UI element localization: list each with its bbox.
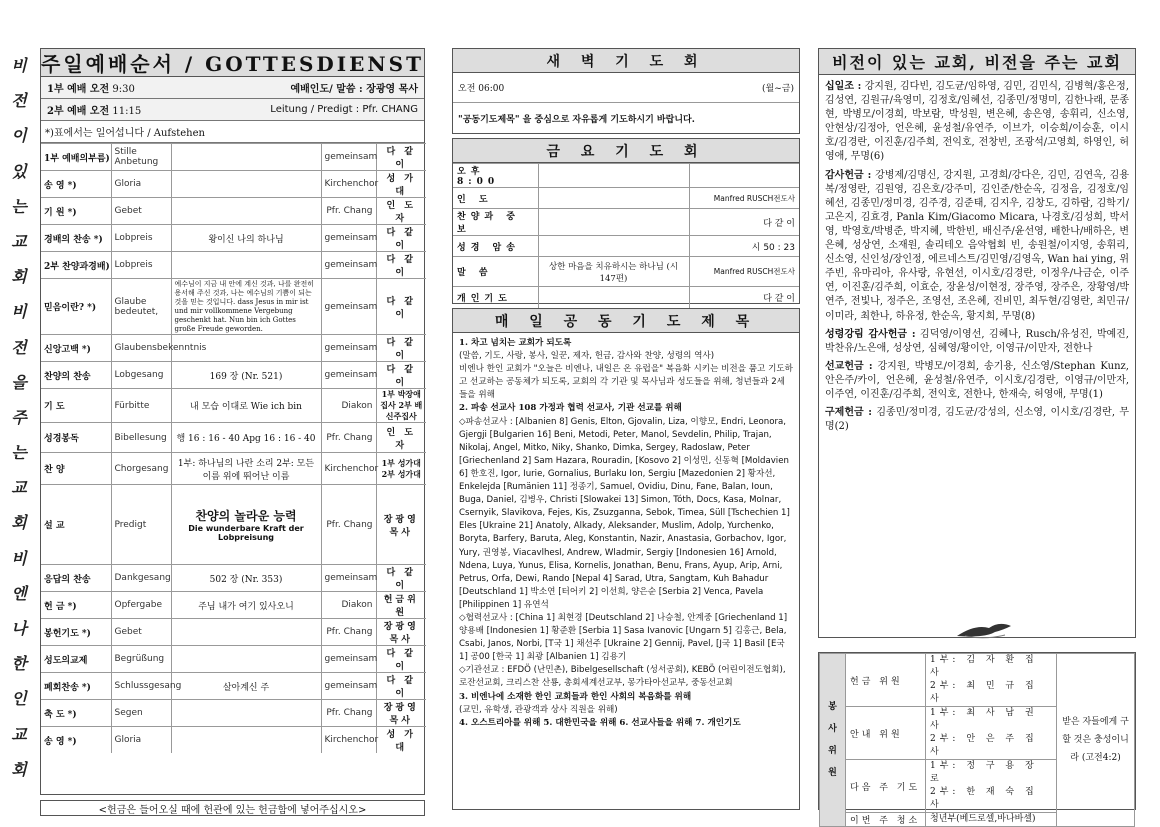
service-item-content — [171, 453, 321, 485]
friday-row — [453, 257, 799, 287]
service-item-de: Lobpreis — [111, 225, 171, 252]
service-item-who: gemeinsam — [321, 673, 376, 700]
vertical-char: 을 — [11, 372, 27, 392]
service-row — [41, 389, 426, 423]
service-row — [41, 646, 426, 673]
service-item-ko: 폐회찬송 *) — [41, 673, 111, 700]
offering-section — [825, 360, 1129, 402]
missionaries-sent: ◇파송선교사 : [Albanien 8] Genis, Elton, Gjovalin, Liza, 이향모, Endri, Leonora, Gjergji [Bulgarien 16] Beni, Metodi, Peter, Manol, Sevdelin, Philip, Trajan, Nikolaj, Angel, Mitko, Niky, Shanko, Dimka, Sergey, Radoslaw, Peter [Griechenland 2] Sam Hazara, Rouradin, [Kosovo 2] 이성민, 신동혁 [Moldavien 6] 한호진, Igor, Iurie, Gornalius, Burlaku Ion, Sergiu [Mazedonien 2] 황자선, Enkelejda [Rumänien 11] 정종기, Samuel, Ovidiu, Dinu, Fane, Balan, Ioun, Buga, Daniel, 김병우, Christi [Slowakei 13] Simon, Tóth, Docs, Kasa, Molnar, Csernyik, Slavikova, Fejes, Kis, Zsuzganna, Sebok, Timea, Süll [Tschechien 1] Eles [Ukraine 21] Anatoly, Alkady, Aleksander, Muslim, Adolp, Yurchenko, Boryta, Barfery, Baruta, Aleg, Konstantin, Nazir, Anastasia, Gorbachov, Igor, Yury, 권영봉, Viacavlhesl, Andrew, Wladmir, Sergiy [Indonesien 16] Arnold, Ndena, Luya, Yunus, Elisa, Kornelis, Jonathan, Benu, Frans, Ayup, Arip, Arni, Petrus, Orfa, Dewi, Rando [Nepal 4] Sarad, Utra, Sangtam, Kuh Bahadur [Deutschland 1] 박소연 [터어키 2] 이선희, 양은순 [Serbia 2] Venca, Pavela [Philippinen 1] 유연석 — [459, 416, 790, 610]
friday-cell-l: 오후 8:00 — [453, 164, 538, 188]
service-item-de: Gloria — [111, 171, 171, 198]
prayer-item-2: 2. 파송 선교사 108 가정과 협력 선교사, 기관 선교를 위해 — [459, 403, 682, 414]
service-item-who: Kirchenchor — [321, 171, 376, 198]
service-item-person: 다 같 이 — [376, 252, 426, 279]
friday-title: 금 요 기 도 회 — [453, 139, 799, 163]
service-item-person: 다 같 이 — [376, 646, 426, 673]
service-item-who: Kirchenchor — [321, 453, 376, 485]
content-main: 찬양의 놀라운 능력 — [195, 509, 297, 523]
friday-row — [453, 164, 799, 188]
order-of-service — [40, 48, 425, 795]
volunteer-role: 헌금 위원 — [846, 654, 926, 707]
service-item-person: 다 같 이 — [376, 565, 426, 592]
service-row — [41, 619, 426, 646]
prayer-item-1-vision: 비엔나 한인 교회가 "오늘은 비엔나, 내일은 온 유럽을" 복음화 시키는 비전을 품고 기도하고 선교하는 공동체가 되도록, 교회의 각 기관 및 목사님과 성도들을 위해, 청년들과 2세들을 위해 — [459, 364, 793, 401]
content-main: 왕이신 나의 하나님 — [208, 234, 284, 245]
service-item-content — [171, 673, 321, 700]
service-item-ko: 1부 예배의부름) — [41, 144, 111, 171]
volunteer-first: 1부: 정 구 용 장 로 — [930, 761, 1038, 784]
volunteer-row — [820, 654, 1135, 707]
service-item-de: Stille Anbetung — [111, 144, 171, 171]
prayer-topics — [453, 333, 799, 734]
offering-names: 김종민/정미경, 김도균/강성의, 신소영, 이시호/김경란, 무명(2) — [825, 407, 1129, 433]
friday-cell-m — [538, 236, 689, 257]
service-item-content — [171, 279, 321, 335]
service-item-de: Glaubensbekenntnis — [111, 335, 171, 362]
vertical-char: 는 — [11, 196, 27, 216]
service-item-person: 장광영목사 — [376, 700, 426, 727]
content-main: 1부: 하나님의 나란 소리 2부: 모든 이름 위에 뛰어난 이름 — [177, 458, 315, 482]
friday-cell-l: 찬양과 중보 — [453, 209, 538, 236]
offering-heading: 선교헌금 : — [825, 360, 873, 372]
volunteer-names — [926, 760, 1057, 813]
service-row — [41, 225, 426, 252]
vertical-char: 회 — [11, 267, 27, 287]
service-item-de: Fürbitte — [111, 389, 171, 423]
vertical-char: 전 — [11, 337, 27, 357]
service-time-2: 2부 예배 오전 11:15 Leitung / Predigt : Pfr. CHANG — [41, 99, 424, 121]
missionaries-partner: ◇협력선교사 : [China 1] 최현경 [Deutschland 2] 나승철, 안계중 [Griechenland 1] 양용배 [Indonesien 1] 황준환 [Serbia 1] Sasa Ivanovic [Ungarn 5] 김홍근, Bela, Csabi, Janos, Norbi, [T국 1] 채선주 [Ukraine 2] Gennij, Pavel, [J국 1] Basil [E국 1] 공00 [한국 1] 최광 [Albanien 1] 김용기 — [459, 612, 788, 663]
service-item-who: gemeinsam — [321, 144, 376, 171]
vertical-char: 회 — [11, 759, 27, 779]
bible-verse: 받은 자들에게 구할 것은 충성이니라 (고전4:2) — [1057, 654, 1135, 827]
service-item-ko: 응답의 찬송 — [41, 565, 111, 592]
service-item-ko: 송 영 *) — [41, 171, 111, 198]
volunteer-first: 1부: 김 자 환 집 사 — [930, 655, 1038, 678]
content-main: 502 장 (Nr. 353) — [209, 574, 283, 585]
offering-heading: 구제헌금 : — [825, 407, 872, 419]
service-item-ko: 기 원 *) — [41, 198, 111, 225]
offerings-box — [818, 48, 1136, 638]
service-item-content — [171, 171, 321, 198]
dawn-note: "공동기도제목" 을 중심으로 자유롭게 기도하시기 바랍니다. — [458, 114, 695, 125]
friday-cell-m — [538, 209, 689, 236]
vertical-char: 비 — [11, 302, 27, 322]
vertical-char: 교 — [11, 478, 27, 498]
service-item-ko: 성도의교제 — [41, 646, 111, 673]
friday-cell-r: 다 같 이 — [689, 209, 799, 236]
service-item-de: Segen — [111, 700, 171, 727]
service-row — [41, 171, 426, 198]
dawn-prayer-box — [452, 48, 800, 134]
service-item-de: Begrüßung — [111, 646, 171, 673]
service-row — [41, 362, 426, 389]
offering-names: 강지원, 김다빈, 김도균/임하영, 김민, 김민식, 김병혁/홍은정, 김성연, 김원규/육영미, 김정호/임혜선, 김종민/정명미, 김한나래, 문종현, 박병모/이경희, 박보람, 박성원, 변은혜, 송은영, 송휘리, 신소영, 안현상/김정아, 언은혜, 윤성철/유연주, 이브가, 이승희/이승훈, 이시호/김경란, 이진훈/김주희, 전익호, 전창빈, 조광석/고영희, 하영인, 허영애, 무명(6) — [825, 81, 1129, 163]
offering-section — [825, 406, 1129, 434]
vertical-char: 비 — [11, 56, 27, 75]
service-item-content — [171, 389, 321, 423]
service-item-who: Kirchenchor — [321, 727, 376, 754]
vertical-char: 이 — [11, 126, 27, 146]
service-item-de: Lobgesang — [111, 362, 171, 389]
offering-heading: 감사헌금 : — [825, 169, 872, 181]
friday-cell-r: 다 같 이 — [689, 287, 799, 308]
volunteer-first: 청년부(베드로셀,바나바셀) — [930, 814, 1036, 824]
friday-cell-r: 시 50 : 23 — [689, 236, 799, 257]
vertical-char: 나 — [11, 619, 27, 638]
service-row — [41, 727, 426, 754]
service-item-content — [171, 727, 321, 754]
service-item-person: 다 같 이 — [376, 279, 426, 335]
service-item-de: Opfergabe — [111, 592, 171, 619]
service-item-content — [171, 592, 321, 619]
missionaries-institution: ◇기관선교 : EFDÖ (난민촌), Bibelgesellschaft (성서공회), KEBÖ (어린이전도협회), 로잔선교회, 크리스찬 산룡, 총회세계선교부, 몽가타아선교부, 중동선교회 — [459, 665, 786, 689]
friday-cell-r — [689, 164, 799, 188]
service-item-content — [171, 485, 321, 565]
vertical-char: 한 — [11, 654, 27, 674]
offering-names: 강지원, 박병모/이경희, 송기용, 신소영/Stephan Kunz, 안은주/카이, 언은혜, 윤성철/유연주, 이시호/김경란, 이영규/이만자, 이주연, 이진훈/김주희, 전익호, 전한나, 한재숙, 허영애, 무명(1) — [825, 360, 1129, 400]
volunteer-role: 다음 주 기도 — [846, 760, 926, 813]
offering-heading: 성령강림 감사헌금 : — [825, 328, 916, 340]
friday-cell-m — [538, 188, 689, 209]
service-item-who: Pfr. Chang — [321, 485, 376, 565]
content-main: 예수님이 지금 내 안에 계신 것과, 나를 완전히 용서해 주신 것과, 나는 예수님의 기쁨이 되는 것을 믿는 것입니다. dass Jesus in mir ist und mir vollkommene Vergebung geschenkt hat. Nun bin ich Gottes große Freude geworden. — [174, 279, 315, 333]
service-item-who: Diakon — [321, 389, 376, 423]
friday-row — [453, 209, 799, 236]
volunteer-second: 2부: 한 재 숙 집 사 — [930, 787, 1038, 810]
service-item-person: 다 같 이 — [376, 673, 426, 700]
service-item-who: gemeinsam — [321, 565, 376, 592]
service-item-who: gemeinsam — [321, 279, 376, 335]
vertical-char: 회 — [11, 513, 27, 533]
service-item-ko: 설 교 — [41, 485, 111, 565]
friday-cell-l: 개인기도 — [453, 287, 538, 308]
service-item-content — [171, 646, 321, 673]
friday-cell-m — [538, 287, 689, 308]
service-item-content — [171, 619, 321, 646]
service-row — [41, 592, 426, 619]
service-item-content — [171, 700, 321, 727]
vertical-char: 주 — [11, 407, 27, 427]
vertical-char: 는 — [11, 443, 27, 463]
service-row — [41, 144, 426, 171]
vertical-char: 비 — [11, 548, 27, 568]
service-item-de: Dankgesang — [111, 565, 171, 592]
service-item-person: 성 가 대 — [376, 727, 426, 754]
prayer-item-4-7: 4. 오스트리아를 위해 5. 대한민국을 위해 6. 선교사들을 위해 7. 개인기도 — [459, 717, 741, 728]
service-item-de: Lobpreis — [111, 252, 171, 279]
dawn-title: 새 벽 기 도 회 — [453, 49, 799, 73]
volunteer-second: 2부: 최 민 규 집 사 — [930, 681, 1038, 704]
offering-section — [825, 328, 1129, 356]
volunteer-role: 안내 위원 — [846, 707, 926, 760]
service-item-person: 인 도 자 — [376, 423, 426, 453]
service-row — [41, 279, 426, 335]
service-item-de: Glaube bedeutet, — [111, 279, 171, 335]
service-item-who: Pfr. Chang — [321, 423, 376, 453]
service-item-ko: 믿음이란? *) — [41, 279, 111, 335]
service-item-who: Pfr. Chang — [321, 619, 376, 646]
friday-cell-m — [538, 164, 689, 188]
service-item-content — [171, 144, 321, 171]
volunteer-role: 이번 주 청소 — [846, 813, 926, 827]
service-row — [41, 485, 426, 565]
vertical-char: 인 — [11, 689, 27, 709]
offering-section — [825, 80, 1129, 165]
offering-names: 강병제/김명신, 강지원, 고경희/강다은, 김민, 김연옥, 김용복/정영란, 김원영, 김은호/강주미, 김인준/한순옥, 김정음, 김정호/임혜선, 김종민/정미경, 김주경, 김준태, 김지우, 김창도, 김하람, 김학기/고은지, 김효경, Panla Kim/Giacomo Micara, 나경호/김성희, 박서영, 박영호/박병준, 박지혜, 박한빈, 배신주/윤선영, 배한나/배하은, 변은혜, 성상연, 소재원, 솔리테오 음악협회 빈, 송원철/이지영, 송휘리, 신소영, 신인성/장인정, 에르네스트/김민영/김영옥, Wan hai ying, 위주빈, 유마리아, 유사랑, 유현선, 이시호/김경란, 이정우/나금순, 이주연, 이진훈/김주희, 이효순, 장윤성/이현정, 장주영, 장주은, 장황영/박연주, 전빛나, 정주은, 조영선, 조은혜, 진비민, 최두현/김영란, 최민규/이미라, 최한나, 하유정, 한순옥, 황지희, 무명(8) — [825, 169, 1129, 322]
service-row — [41, 335, 426, 362]
dawn-time-row: 오전 06:00 (월~금) — [453, 73, 799, 103]
service-item-who: Pfr. Chang — [321, 700, 376, 727]
service-table — [41, 143, 426, 753]
service-item-ko: 신앙고백 *) — [41, 335, 111, 362]
service-item-who: Diakon — [321, 592, 376, 619]
service-item-ko: 봉헌기도 *) — [41, 619, 111, 646]
service-item-ko: 송 영 *) — [41, 727, 111, 754]
volunteers-box — [818, 652, 1136, 826]
service-item-who: Pfr. Chang — [321, 198, 376, 225]
service-row — [41, 453, 426, 485]
volunteer-names — [926, 654, 1057, 707]
service-row — [41, 673, 426, 700]
service-item-content — [171, 565, 321, 592]
volunteer-names — [926, 707, 1057, 760]
service-row — [41, 252, 426, 279]
vertical-char: 있 — [11, 161, 27, 181]
service-item-person: 1부 박장애집사 2부 배신주집사 — [376, 389, 426, 423]
service-item-person: 다 같 이 — [376, 362, 426, 389]
standing-note: *)표에서는 일어섭니다 / Aufstehen — [41, 121, 424, 143]
service-item-ko: 경배의 찬송 *) — [41, 225, 111, 252]
content-main: 행 16 : 16 - 40 Apg 16 : 16 - 40 — [176, 434, 316, 444]
service-item-de: Bibellesung — [111, 423, 171, 453]
service-item-who: gemeinsam — [321, 252, 376, 279]
friday-cell-l: 성경 암송 — [453, 236, 538, 257]
service-item-de: Gloria — [111, 727, 171, 754]
offering-footer: <헌금은 들어오실 때에 헌관에 있는 헌금함에 넣어주십시오> — [40, 800, 425, 816]
volunteer-names — [926, 813, 1057, 827]
service-item-ko: 성경봉독 — [41, 423, 111, 453]
service-item-who: gemeinsam — [321, 646, 376, 673]
service-item-ko: 2부 찬양과경배) — [41, 252, 111, 279]
content-main: 살아계신 주 — [222, 682, 270, 693]
prayer-title: 매 일 공 동 기 도 제 목 — [453, 309, 799, 333]
service-item-who: gemeinsam — [321, 225, 376, 252]
daily-prayer-box — [452, 308, 800, 810]
bird-illustration — [955, 618, 1015, 640]
friday-row — [453, 188, 799, 209]
volunteers-table — [819, 653, 1135, 827]
service-item-de: Predigt — [111, 485, 171, 565]
vertical-char: 교 — [11, 231, 27, 251]
service-item-content — [171, 225, 321, 252]
vertical-motto — [6, 58, 32, 778]
friday-table — [453, 163, 799, 308]
service-item-person: 다 같 이 — [376, 144, 426, 171]
friday-cell-l: 인 도 — [453, 188, 538, 209]
service-item-content — [171, 362, 321, 389]
vertical-char: 전 — [11, 91, 27, 111]
volunteer-second: 2부: 안 은 주 집 사 — [930, 734, 1038, 757]
service-item-ko: 헌 금 *) — [41, 592, 111, 619]
volunteers-label: 봉 사 위 원 — [820, 654, 846, 827]
friday-cell-r: Manfred RUSCH전도사 — [689, 257, 799, 287]
service-item-ko: 축 도 *) — [41, 700, 111, 727]
service-item-ko: 찬 양 — [41, 453, 111, 485]
friday-cell-l: 말 씀 — [453, 257, 538, 287]
service-item-person: 장광영목사 — [376, 485, 426, 565]
friday-row — [453, 287, 799, 308]
friday-prayer-box — [452, 138, 800, 304]
service-row — [41, 423, 426, 453]
friday-cell-r: Manfred RUSCH전도사 — [689, 188, 799, 209]
friday-cell-m: 상한 마음을 치유하시는 하나님 (시 147편) — [538, 257, 689, 287]
offering-names: 김덕영/이영선, 김혜나, Rusch/유성진, 박예진, 박찬유/노은애, 성상연, 심혜영/황이안, 이영규/이만자, 전한나 — [825, 328, 1129, 354]
volunteer-first: 1부: 최 사 남 권 사 — [930, 708, 1038, 731]
vertical-char: 엔 — [11, 583, 27, 603]
content-sub: Die wunderbare Kraft der Lobpreisung — [188, 524, 304, 542]
service-item-de: Gebet — [111, 619, 171, 646]
service-row — [41, 565, 426, 592]
offerings-title: 비전이 있는 교회, 비전을 주는 교회 — [819, 49, 1135, 75]
service-item-de: Gebet — [111, 198, 171, 225]
service-row — [41, 700, 426, 727]
vertical-char: 교 — [11, 724, 27, 744]
service-item-content — [171, 423, 321, 453]
friday-row — [453, 236, 799, 257]
service-item-ko: 기 도 — [41, 389, 111, 423]
service-time-1: 1부 예배 오전 9:30 예배인도/ 말씀 : 장광영 목사 — [41, 77, 424, 99]
prayer-item-1: 1. 차고 넘치는 교회가 되도록 — [459, 338, 572, 348]
service-item-who: gemeinsam — [321, 362, 376, 389]
service-item-person: 다 같 이 — [376, 225, 426, 252]
service-item-who: gemeinsam — [321, 335, 376, 362]
service-item-ko: 찬양의 찬송 — [41, 362, 111, 389]
service-item-de: Schlussgesang — [111, 673, 171, 700]
content-main: 주님 내가 여기 있사오니 — [198, 601, 294, 612]
offering-section — [825, 169, 1129, 324]
service-item-person: 장광영목사 — [376, 619, 426, 646]
offerings-list — [819, 75, 1135, 443]
service-item-de: Chorgesang — [111, 453, 171, 485]
service-item-content — [171, 198, 321, 225]
service-item-person: 성 가 대 — [376, 171, 426, 198]
service-item-person: 인 도 자 — [376, 198, 426, 225]
prayer-item-3-detail: (교민, 유학생, 관광객과 상사 직원을 위해) — [459, 704, 618, 715]
prayer-item-3: 3. 비엔나에 소재한 한인 교회들과 한인 사회의 복음화를 위해 — [459, 691, 692, 702]
prayer-item-1-detail: (말씀, 기도, 사랑, 봉사, 일꾼, 제자, 헌금, 감사와 찬양, 성령의 역사) — [459, 351, 715, 362]
content-main: 내 모습 이대로 Wie ich bin — [190, 402, 302, 412]
offering-heading: 십일조 : — [825, 81, 862, 92]
service-row — [41, 198, 426, 225]
service-item-person: 1부 성가대 2부 성가대 — [376, 453, 426, 485]
service-title: 주일예배순서 / GOTTESDIENST — [41, 49, 424, 77]
content-main: 169 장 (Nr. 521) — [209, 371, 283, 382]
service-item-person: 다 같 이 — [376, 335, 426, 362]
service-item-person: 헌금위원 — [376, 592, 426, 619]
service-item-content — [171, 252, 321, 279]
